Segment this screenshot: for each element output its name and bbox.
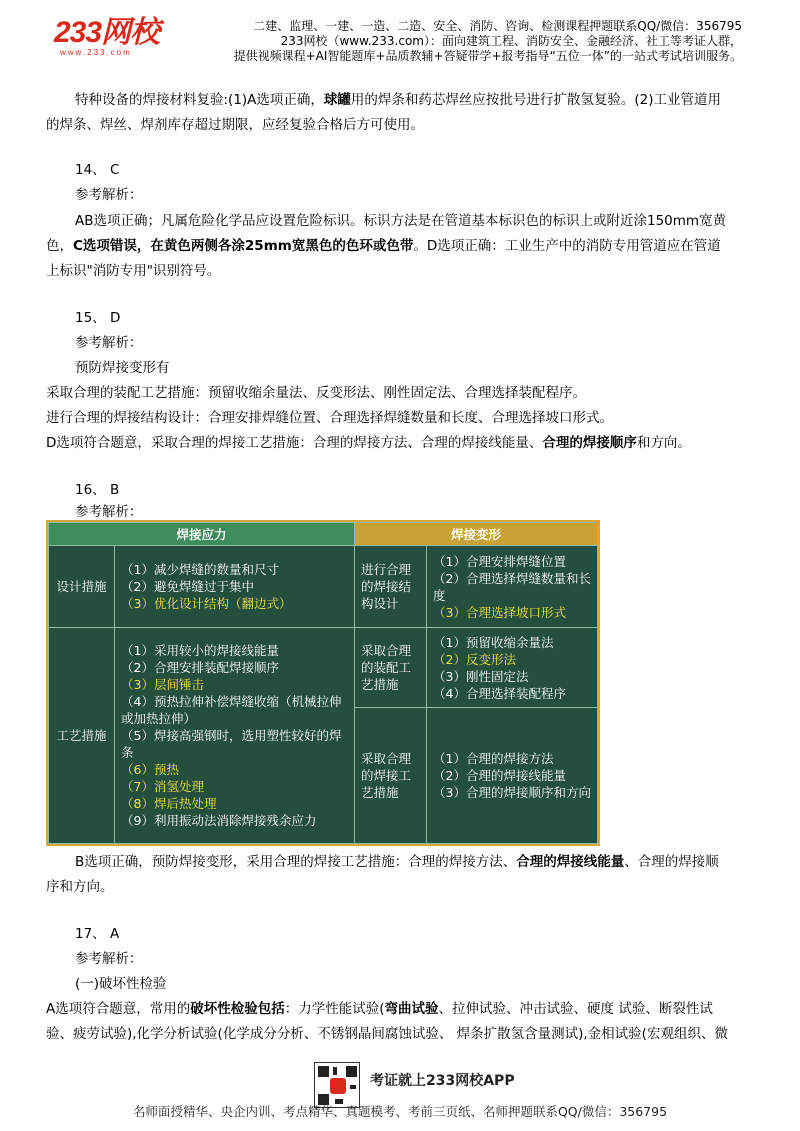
text-span: B选项正确，预防焊接变形，采用合理的焊接工艺措施：合理的焊接方法、	[75, 854, 517, 870]
text-span: 和方向。	[636, 435, 691, 451]
text-span: ：力学性能试验(	[284, 1001, 385, 1017]
list-item: （4）预热拉伸补偿焊缝收缩（机械拉伸或加热拉伸）	[121, 694, 342, 726]
text-span: 色，	[46, 238, 73, 254]
logo-url: www.233.com	[60, 48, 132, 57]
question-16-after-line2: 序和方向。	[46, 879, 114, 895]
row-label-design: 设计措施	[49, 546, 115, 628]
question-14-number: 14、 C	[75, 162, 120, 178]
list-item: （3）合理选择坡口形式	[433, 604, 566, 620]
page-header	[0, 0, 800, 70]
answer-13-text-line2: 的焊条、焊丝、焊剂库存超过期限，应经复验合格后方可使用。	[46, 117, 424, 133]
list-item: （1）预留收缩余量法	[433, 634, 554, 650]
list-item: （9）利用振动法消除焊接残余应力	[121, 813, 317, 828]
text-span: D选项符合题意，采取合理的焊接工艺措施：合理的焊接方法、合理的焊接线能量、	[46, 435, 543, 451]
list-item: （6）预热	[121, 762, 179, 777]
question-15-number: 15、 D	[75, 310, 121, 326]
row-label-structure-design: 进行合理的焊接结构设计	[355, 546, 427, 628]
page-footer	[0, 1062, 800, 1131]
list-item: （1）合理安排焊缝位置	[433, 553, 566, 569]
footer-contact-line: 名师面授精华、央企内训、考点精华、真题模考、考前三页纸、名师押题联系QQ/微信：356795	[132, 1104, 668, 1119]
list-item: （2）避免焊缝过于集中	[121, 579, 254, 594]
question-16-after-line1	[75, 850, 765, 875]
question-14-line3: 上标识"消防专用"识别符号。	[46, 263, 221, 279]
structure-design-cell	[427, 546, 598, 628]
list-item: （5）焊接高强钢时，选用塑性较好的焊条	[121, 728, 342, 760]
list-item: （3）刚性固定法	[433, 668, 529, 684]
list-item: （2）合理选择焊缝数量和长度	[433, 570, 591, 603]
row-label-process: 工艺措施	[49, 628, 115, 844]
text-span: 、拉伸试验、冲击试验、硬度 试验、断裂性试	[438, 1001, 713, 1017]
welding-comparison-table	[46, 520, 600, 846]
text-span: 特种设备的焊接材料复验:(1)A选项正确，	[75, 92, 324, 108]
design-measures-cell	[115, 546, 355, 628]
question-17-ref-label: 参考解析：	[75, 951, 143, 967]
list-item: （1）合理的焊接方法	[433, 751, 554, 766]
list-item: （3）层间锤击	[121, 677, 204, 692]
question-14-ref-label: 参考解析：	[75, 187, 143, 203]
answer-13-text	[75, 88, 755, 113]
welding-process-cell	[427, 708, 598, 844]
bold-span: C选项错误，在黄色两侧各涂25mm宽黑色的色环或色带	[73, 238, 414, 254]
text-span: 、合理的焊接顺	[624, 854, 719, 870]
row-label-welding-process: 采取合理的焊接工艺措施	[355, 708, 427, 844]
list-item: （1）采用较小的焊接线能量	[121, 643, 279, 658]
question-14-line2	[46, 234, 756, 259]
list-item: （2）合理的焊接线能量	[433, 768, 566, 783]
text-span: 用的焊条和药芯焊丝应按批号进行扩散氢复验。(2)工业管道用	[350, 92, 722, 108]
text-span: 。D选项正确：工业生产中的消防专用管道应在管道	[413, 238, 721, 254]
question-17-line3: 验、疲劳试验),化学分析试验(化学成分分析、不锈钢晶间腐蚀试验、 焊条扩散氢含量测试),金相试验(宏观组织、微	[46, 1026, 728, 1042]
list-item: （2）合理安排装配焊接顺序	[121, 660, 279, 675]
list-item: （2）反变形法	[433, 651, 516, 667]
question-17-line2	[46, 997, 766, 1022]
list-item: （3）优化设计结构（翻边式）	[121, 596, 292, 611]
text-span: A选项符合题意，常用的	[46, 1001, 191, 1017]
list-item: （8）焊后热处理	[121, 796, 217, 811]
question-17-line1: (一)破坏性检验	[75, 976, 167, 992]
list-item: （7）消氢处理	[121, 779, 204, 794]
question-14-line1: AB选项正确；凡属危险化学品应设置危险标识。标识方法是在管道基本标识色的标识上或附近涂150mm宽黄	[75, 213, 727, 229]
bold-span: 合理的焊接顺序	[542, 435, 637, 451]
list-item: （3）合理的焊接顺序和方向	[433, 785, 591, 800]
question-15-line3: 进行合理的焊接结构设计：合理安排焊缝位置、合理选择焊缝数量和长度、合理选择坡口形式。	[46, 410, 613, 426]
question-15-line1: 预防焊接变形有	[75, 360, 170, 376]
header-service-line: 提供视频课程+AI智能题库+品质教辅+答疑带学+报考指导“五位一体”的一站式考试培训服务。	[233, 49, 742, 63]
bold-span: 合理的焊接线能量	[516, 854, 625, 870]
bold-span: 弯曲试验	[384, 1001, 439, 1017]
list-item: （4）合理选择装配程序	[433, 685, 566, 701]
header-welding-stress: 焊接应力	[49, 523, 355, 546]
question-15-line4	[46, 431, 756, 456]
row-label-assembly: 采取合理的装配工艺措施	[355, 628, 427, 708]
app-promo-text: 考证就上233网校APP	[370, 1073, 515, 1089]
header-contact-line: 二建、监理、一建、一造、二造、安全、消防、咨询、检测课程押题联系QQ/微信：356795	[253, 19, 742, 33]
bold-span: 破坏性检验包括	[190, 1001, 285, 1017]
question-17-number: 17、 A	[75, 926, 120, 942]
question-15-line2: 采取合理的装配工艺措施：预留收缩余量法、反变形法、刚性固定法、合理选择装配程序。	[46, 385, 586, 401]
process-measures-cell	[115, 628, 355, 844]
header-welding-deformation: 焊接变形	[355, 523, 598, 546]
question-16-ref-label: 参考解析：	[75, 504, 143, 520]
bold-span: 球罐	[323, 92, 351, 108]
list-item: （1）减少焊缝的数量和尺寸	[121, 562, 279, 577]
logo-text: 233网校	[54, 16, 160, 49]
question-15-ref-label: 参考解析：	[75, 335, 143, 351]
site-logo[interactable]	[54, 18, 172, 58]
header-intro-line: 233网校（www.233.com）：面向建筑工程、消防安全、金融经济、社工等考证人群，	[280, 34, 742, 48]
assembly-measures-cell	[427, 628, 598, 708]
question-16-number: 16、 B	[75, 482, 120, 498]
